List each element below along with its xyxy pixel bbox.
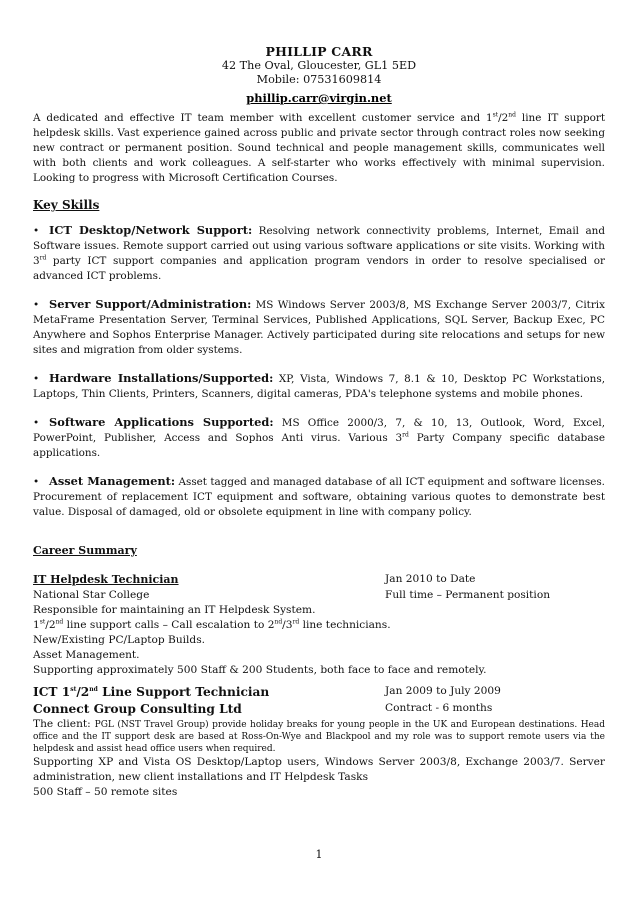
skill-server-support: • Server Support/Administration: MS Windows Server 2003/8, MS Exchange Server 2003/7, Citrix MetaFrame Presentation Server, Terminal Services, Published Applications, SQL Server, Backup Exec, PC Anywhere and Sophos Enterprise Manager. Actively participated during site relocations and setups for new sites and migration from older systems. xyxy=(33,297,605,356)
duty-line: Responsible for maintaining an IT Helpdesk System. xyxy=(33,604,316,616)
profile-summary: A dedicated and effective IT team member with excellent customer service and 1st/2nd line IT support helpdesk skills. Vast experience gained across public and private sector through contract roles now seeking new contract or permanent position. Sound technical and people management skills, communicates well with both clients and work colleagues. A self-starter who works effectively with minimal supervision. Looking to progress with Microsoft Certification Courses. xyxy=(33,111,605,184)
duty-line: 1st/2nd line support calls – Call escalation to 2nd/3rd line technicians. xyxy=(33,618,391,631)
job-dates: Jan 2010 to Date xyxy=(385,573,476,585)
job-title: IT Helpdesk Technician xyxy=(33,573,179,586)
skill-title: Software Applications Supported: xyxy=(49,415,274,429)
resume-page xyxy=(33,44,605,800)
page-number: 1 xyxy=(315,848,323,861)
candidate-name: PHILLIP CARR xyxy=(265,44,373,59)
skill-title: Asset Management: xyxy=(49,474,176,488)
client-description: The client: PGL (NST Travel Group) provide holiday breaks for young people in the UK and European destinations. Head office and the IT support desk are based at Ross-On-Wye and Blackpool and my role was to support remote users via the helpdesk and assist head office users when required. xyxy=(33,718,606,754)
email-link[interactable]: phillip.carr@virgin.net xyxy=(246,91,392,105)
skill-hardware: • Hardware Installations/Supported: XP, Vista, Windows 7, 8.1 & 10, Desktop PC Workstations, Laptops, Thin Clients, Printers, Scanners, digital cameras, PDA's telephone systems and mobile phones. xyxy=(33,371,605,400)
duty-line: Asset Management. xyxy=(33,649,140,661)
duty-line: New/Existing PC/Laptop Builds. xyxy=(33,634,206,646)
bullet-icon: • xyxy=(33,417,40,429)
skill-title: ICT Desktop/Network Support: xyxy=(49,223,253,237)
bullet-icon: • xyxy=(33,476,40,488)
mobile-number: Mobile: 07531609814 xyxy=(256,73,382,86)
bullet-icon: • xyxy=(33,225,40,237)
skill-title: Hardware Installations/Supported: xyxy=(49,371,274,385)
bullet-icon: • xyxy=(33,299,40,311)
support-summary: Supporting XP and Vista OS Desktop/Laptop users, Windows Server 2003/8, Exchange 2003/7. Server administration, new client installations and IT Helpdesk Tasks xyxy=(33,756,605,783)
job-dates: Jan 2009 to July 2009 xyxy=(385,685,501,697)
job-type: Full time – Permanent position xyxy=(385,589,551,601)
bullet-icon: • xyxy=(33,373,40,385)
career-summary-heading: Career Summary xyxy=(33,544,137,557)
address: 42 The Oval, Gloucester, GL1 5ED xyxy=(221,59,417,72)
job-ict-support xyxy=(33,684,605,800)
company-name: Connect Group Consulting Ltd xyxy=(33,702,242,716)
job-title: ICT 1st/2nd Line Support Technician xyxy=(33,685,270,699)
duty-line: Supporting approximately 500 Staff & 200 Students, both face to face and remotely. xyxy=(33,664,487,676)
skill-software: • Software Applications Supported: MS Office 2000/3, 7, & 10, 13, Outlook, Word, Excel, PowerPoint, Publisher, Access and Sophos Anti virus. Various 3rd Party Company specific database applications. xyxy=(33,415,605,459)
skill-ict-desktop-network: • ICT Desktop/Network Support: Resolving network connectivity problems, Internet, Email and Software issues. Remote support carried out using various software applications or site visits. Working with 3rd party ICT support companies and application program vendors in order to resolve specialised or advanced ICT problems. xyxy=(33,223,605,282)
job-type: Contract - 6 months xyxy=(385,702,493,714)
key-skills-heading: Key Skills xyxy=(33,198,100,212)
staff-summary: 500 Staff – 50 remote sites xyxy=(33,786,178,798)
employer: National Star College xyxy=(33,589,150,601)
job-it-helpdesk xyxy=(33,572,605,678)
skill-asset-management: • Asset Management: Asset tagged and managed database of all ICT equipment and software licenses. Procurement of replacement ICT equipment and software, obtaining various quotes to demonstrate best value. Disposal of damaged, old or obsolete equipment in line with company policy. xyxy=(33,474,605,518)
skill-title: Server Support/Administration: xyxy=(49,297,252,311)
